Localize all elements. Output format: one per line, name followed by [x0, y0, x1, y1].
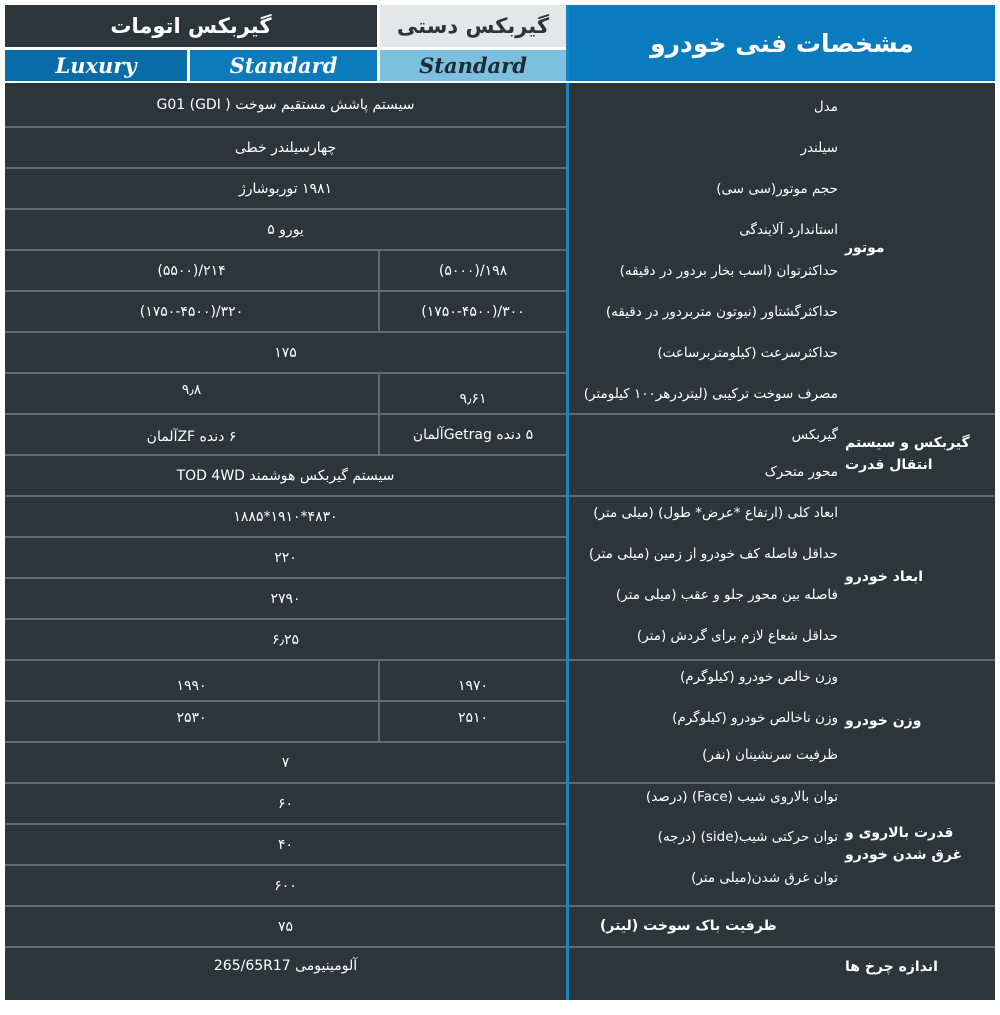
value-emission: یورو ۵ [267, 221, 304, 238]
table-title [569, 5, 995, 81]
row-label-turning-radius: حداقل شعاع لازم برای گردش (متر) [636, 628, 838, 644]
row-label-emission: استاندارد آلایندگی [739, 222, 838, 238]
auto-gearbox-header [5, 5, 377, 47]
row-label-max-speed: حداکثرسرعت (کیلومتربرساعت) [657, 345, 838, 361]
value-wading: ۶۰۰ [274, 877, 297, 894]
value-gross-weight-auto: ۲۵۳۰ [176, 710, 207, 726]
group-transmission-line1: گیربکس و سیستم [845, 435, 970, 451]
trim-auto-standard-text: Standard [229, 53, 338, 78]
row-label-max-power: حداکثرتوان (اسب بخار بردور در دقیقه) [619, 263, 838, 279]
group-capability [845, 782, 973, 905]
value-fuel-consumption-manual: ۹٫۶۱ [459, 391, 487, 407]
group-transmission-line2: انتقال قدرت [845, 457, 933, 473]
manual-gearbox-header-text: گیربکس دستی [396, 14, 550, 38]
value-climb-face: ۶۰ [277, 795, 294, 812]
value-cylinder: چهارسیلندر خطی [234, 139, 337, 156]
value-ground-clearance: ۲۲۰ [274, 549, 297, 566]
row-label-climb-face: توان بالاروی شیب (Face) (درصد) [645, 789, 838, 805]
group-dimensions-text: ابعاد خودرو [845, 569, 924, 585]
value-curb-weight-auto: ۱۹۹۰ [176, 678, 207, 694]
group-weight [845, 659, 973, 782]
value-gearbox-auto: ۶ دنده ZFآلمان [146, 428, 237, 445]
value-turning-radius: ۶٫۲۵ [271, 631, 300, 648]
group-weight-text: وزن خودرو [845, 712, 922, 729]
trim-manual-standard-text: Standard [419, 53, 527, 78]
value-max-speed: ۱۷۵ [274, 344, 297, 361]
group-engine-text: موتور [845, 240, 885, 256]
row-label-drive-axle: محور متحرک [764, 464, 838, 480]
value-max-power-manual: ۱۹۸/(۵۰۰۰) [438, 262, 508, 279]
row-label-climb-side: توان حرکتی شیب(side) (درجه) [657, 829, 838, 845]
value-gross-weight-manual: ۲۵۱۰ [457, 710, 489, 726]
value-curb-weight-manual: ۱۹۷۰ [457, 678, 489, 694]
group-capability-line2: غرق شدن خودرو [845, 846, 963, 863]
divider [5, 659, 566, 661]
value-drive-axle: سیستم گیربکس هوشمند TOD 4WD [176, 467, 395, 484]
row-label-gross-weight: وزن ناخالص خودرو (کیلوگرم) [672, 710, 838, 726]
group-transmission [845, 413, 973, 495]
table-title-text: مشخصات فنی خودرو [650, 28, 914, 58]
group-wheel-size-text: اندازه چرخ ها [845, 958, 938, 975]
group-capability-line1: قدرت بالاروی و [845, 824, 954, 841]
value-wheelbase: ۲۷۹۰ [270, 590, 301, 607]
row-label-wading: توان غرق شدن(میلی متر) [691, 870, 838, 886]
group-fuel-tank [600, 905, 973, 946]
row-label-model: مدل [813, 99, 838, 115]
row-label-max-torque: حداکثرگشتاور (نیوتون متربردور در دقیقه) [605, 304, 838, 320]
value-max-torque-manual: ۳۰۰/(۱۷۵۰-۴۵۰۰) [421, 303, 525, 320]
group-fuel-tank-text: ظرفیت باک سوخت (لیتر) [600, 917, 777, 934]
row-label-overall-dims: ابعاد کلی (ارتفاع *عرض* طول) (میلی متر) [593, 505, 838, 521]
row-label-curb-weight: وزن خالص خودرو (کیلوگرم) [679, 669, 838, 685]
row-label-fuel-consumption: مصرف سوخت ترکیبی (لیتردرهر۱۰۰ کیلومتر) [583, 386, 838, 402]
row-label-displacement: حجم موتور(سی سی) [716, 181, 838, 197]
value-overall-dims: ۴۸۳۰*۱۹۱۰*۱۸۸۵ [233, 508, 338, 525]
trim-auto-luxury [5, 50, 187, 81]
auto-gearbox-header-text: گیربکس اتومات [110, 14, 272, 38]
row-label-seating: ظرفیت سرنشینان (نفر) [702, 747, 838, 763]
group-engine [845, 83, 973, 413]
trim-auto-standard [190, 50, 377, 81]
value-fuel-tank: ۷۵ [277, 918, 294, 935]
value-model: سیستم پاشش مستقیم سوخت ( G01 (GDI [156, 96, 415, 113]
row-label-ground-clearance: حداقل فاصله کف خودرو از زمین (میلی متر) [588, 546, 838, 562]
row-label-wheelbase: فاصله بین محور جلو و عقب (میلی متر) [615, 587, 838, 603]
value-seating: ۷ [281, 754, 290, 771]
group-wheel-size [845, 946, 973, 987]
blue-accent-bar [566, 5, 569, 1000]
value-max-torque-auto: ۳۲۰/(۱۷۵۰-۴۵۰۰) [139, 303, 244, 320]
manual-gearbox-header [380, 5, 566, 47]
trim-auto-luxury-text: Luxury [55, 53, 137, 78]
value-max-power-auto: ۲۱۴/(۵۵۰۰) [157, 262, 226, 279]
value-wheel-size: آلومینیومی 265/65R17 [213, 957, 358, 974]
group-dimensions [845, 495, 973, 659]
value-gearbox-manual: ۵ دنده Getragآلمان [412, 426, 534, 443]
trim-manual-standard [380, 50, 566, 81]
row-label-gearbox: گیربکس [791, 427, 838, 443]
value-fuel-consumption-auto: ۹٫۸ [181, 382, 202, 398]
value-displacement: ۱۹۸۱ توربوشارژ [238, 180, 333, 197]
row-label-cylinder: سیلندر [800, 140, 838, 156]
value-climb-side: ۴۰ [277, 836, 294, 853]
